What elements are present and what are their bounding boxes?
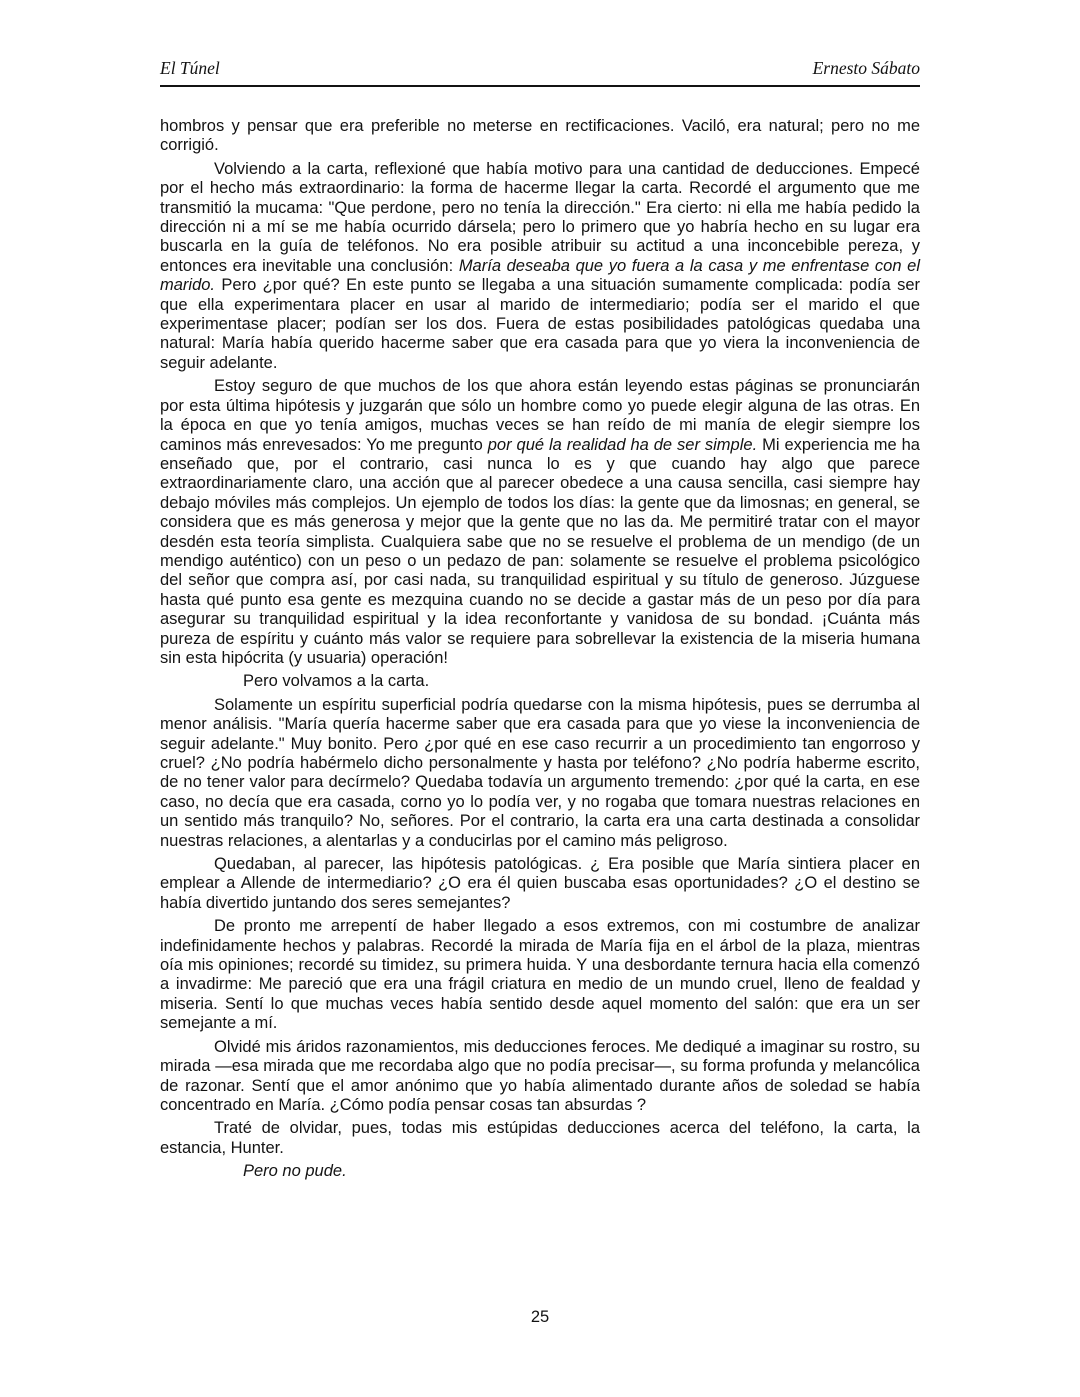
text-run: Mi experiencia me ha enseñado que, por el contrario, casi nunca lo es y que cuando hay algo que parece extraordinariamente claro, una acción que al parecer obedece a una causa sencilla, casi siempre hay debajo móviles más complejos. Un ejemplo de todos los días: la gente que da limosnas; en general, se considera que es más generosa y mejor que la gente que no las da. Me permitiré tratar con el mayor desdén esta teoría simplista. Cualquiera sabe que no se resuelve el problema de un mendigo (de un mendigo auténtico) con un peso o un pedazo de pan: solamente se resuelve el problema psicológico del señor que compra así, por casi nada, su tranquilidad espiritual y su título de generoso. Júzguese hasta qué punto esa gente es mezquina cuando no se decide a gastar más de un peso por día para asegurar su tranquilidad espiritual y la idea reconfortante y vanidosa de su bondad. ¡Cuánta más pureza de espíritu y cuánto más valor se requiere para sobrellevar la existencia de la miseria humana sin esta hipócrita (y usuaria) operación! [160,435,920,667]
text-run: Olvidé mis áridos razonamientos, mis deducciones feroces. Me dediqué a imaginar su rostro, su mirada —esa mirada que me recordaba algo que no podía precisar—, su forma profunda y melancólica de razonar. Sentí que el amor anónimo que yo había alimentado durante años de soledad se había concentrado en María. ¿Cómo podía pensar cosas tan absurdas ? [160,1037,920,1114]
paragraph [160,377,920,668]
paragraph [160,1119,920,1158]
running-header [160,58,920,79]
text-run: De pronto me arrepentí de haber llegado a esos extremos, con mi costumbre de analizar indefinidamente hechos y palabras. Recordé la mirada de María fija en el árbol de la plaza, mientras oía mis opiniones; recordé su timidez, su primera huida. Y una desbordante ternura hacia ella comenzó a invadirme: Me pareció que era una frágil criatura en medio de un mundo cruel, lleno de fealdad y miseria. Sentí lo que muchas veces había sentido desde aquel momento del salón: que era un ser semejante a mí. [160,917,920,1033]
author-name: Ernesto Sábato [812,58,920,78]
page-number: 25 [530,1308,550,1326]
text-run: Pero ¿por qué? En este punto se llegaba a una situación sumamente complicada: podía ser que ella experimentara placer en usar al marido de intermediario; podía ser el marido el que experimentase placer; podían ser los dos. Fuera de estas posibilidades patológicas quedaba una natural: María había querido hacerme saber que era casada para que yo viera la inconveniencia de seguir adelante. [160,276,920,372]
text-run: Estoy seguro de que muchos de los que ahora están leyendo estas páginas se pronunciarán por esta última hipótesis y juzgarán que sólo un hombre como yo puede elegir alguna de las otras. En la época en que yo tenía amigos, muchas veces se han reído de mi manía de elegir siempre los caminos más enrevesados: Yo me pregunto [160,377,920,454]
text-run: Quedaban, al parecer, las hipótesis patológicas. ¿ Era posible que María sintiera placer en emplear a Allende de intermediario? ¿O era él quien buscaba esas oportunidades? ¿O el destino se había divertido juntando dos seres semejantes? [160,855,920,912]
text-run: hombros y pensar que era preferible no meterse en rectificaciones. Vaciló, era natural; pero no me corrigió. [160,117,920,155]
text-run: por qué la realidad ha de ser simple. [487,435,758,454]
paragraph [160,1162,920,1181]
text-run: Volviendo a la carta, reflexioné que había motivo para una cantidad de deducciones. Empecé por el hecho más extraordinario: la forma de hacerme llegar la carta. Recordé el argumento que me transmitió la mucama: "Que perdone, pero no tenía la dirección." Era cierto: ni ella me había pedido la dirección ni a mí se me había ocurrido dársela; pero lo primero que yo habría hecho en su lugar era buscarla en la guía de teléfonos. No era posible atribuir su actitud a una inconcebible pereza, y entonces era inevitable una conclusión: [160,159,920,275]
body-text [160,117,920,1182]
paragraph [160,917,920,1033]
text-run: Pero volvamos a la carta. [243,672,430,691]
text-run: Pero no pude. [243,1162,347,1181]
header-rule-divider [160,85,920,87]
text-run: María deseaba que yo fuera a la casa y me enfrentase con el marido. [160,256,920,295]
book-title: El Túnel [160,58,220,78]
text-run: Traté de olvidar, pues, todas mis estúpidas deducciones acerca del teléfono, la carta, la estancia, Hunter. [160,1119,920,1157]
paragraph [160,672,920,691]
paragraph [160,855,920,913]
paragraph [160,160,920,373]
text-run: Solamente un espíritu superficial podría quedarse con la misma hipótesis, pues se derrumba al menor análisis. "María quería hacerme saber que era casada para que yo viese la inconveniencia de seguir adelante." Muy bonito. Pero ¿por qué en ese caso recurrir a un procedimiento tan engorroso y cruel? ¿No podría habérmelo dicho personalmente y hasta por teléfono? ¿No podría haberme escrito, de no tener valor para decírmelo? Quedaba todavía un argumento tremendo: ¿por qué la carta, en ese caso, no decía que era casada, corno yo lo podía ver, y no rogaba que tomara nuestras relaciones en un sentido más tranquilo? No, señores. Por el contrario, la carta era una carta destinada a consolidar nuestras relaciones, a alentarlas y a conducirlas por el camino más peligroso. [160,695,920,850]
paragraph [160,1038,920,1116]
paragraph [160,117,920,156]
paragraph [160,696,920,851]
